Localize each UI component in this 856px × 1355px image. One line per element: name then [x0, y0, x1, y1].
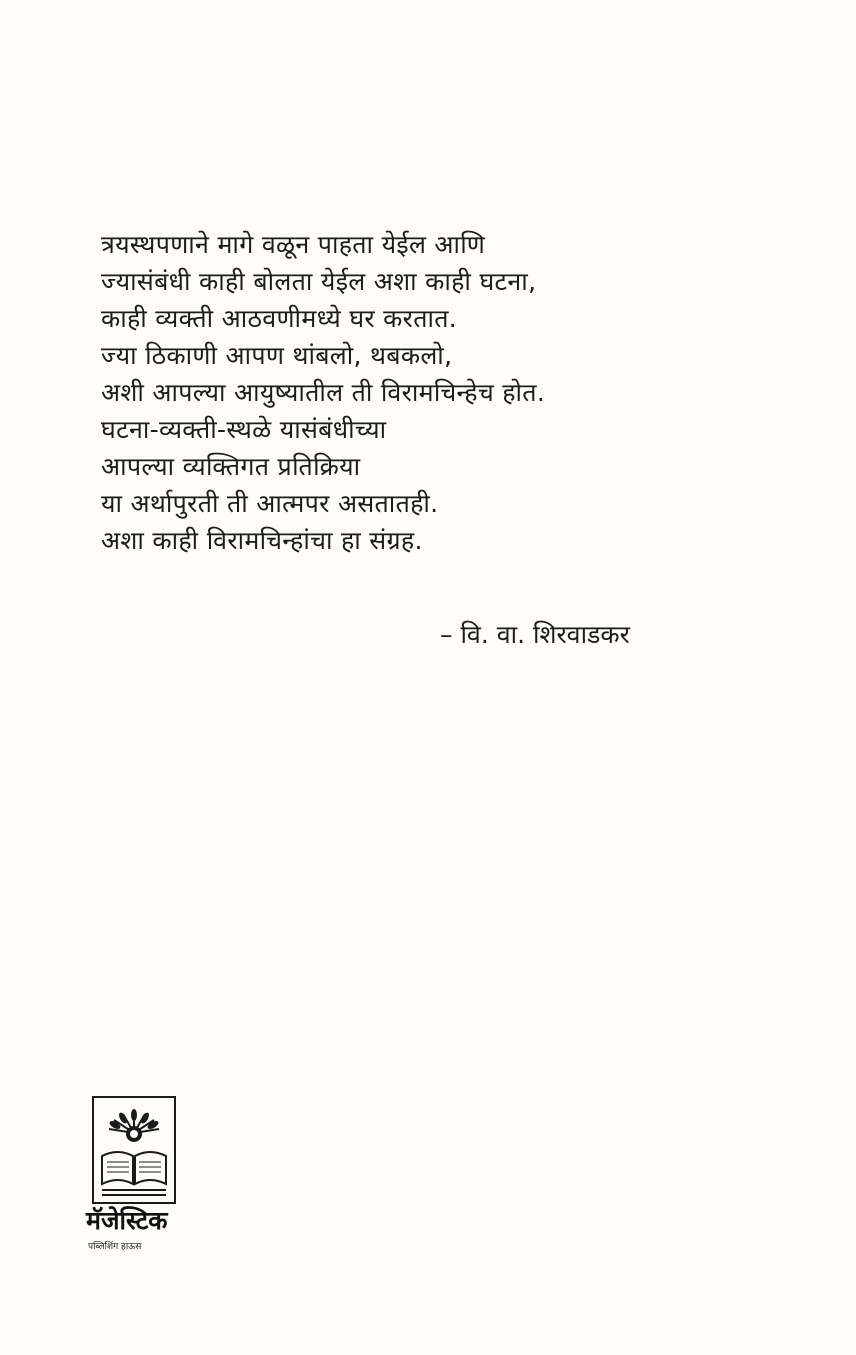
- poem-line: ज्यासंबंधी काही बोलता येईल अशा काही घटना,: [101, 267, 537, 296]
- publisher-logo: [86, 1096, 206, 1271]
- poem-line: अशा काही विरामचिन्हांचा हा संग्रह.: [101, 526, 423, 555]
- author-signature: – वि. वा. शिरवाडकर: [440, 620, 630, 649]
- poem-line: त्रयस्थपणाने मागे वळून पाहता येईल आणि: [101, 230, 486, 259]
- poem-text: [101, 226, 741, 559]
- publisher-subtitle: पब्लिशिंग हाऊस: [88, 1242, 142, 1252]
- poem-line: आपल्या व्यक्तिगत प्रतिक्रिया: [101, 452, 361, 481]
- poem-line: काही व्यक्ती आठवणीमध्ये घर करतात.: [101, 304, 458, 333]
- poem-line: घटना-व्यक्ती-स्थळे यासंबंधीच्या: [101, 415, 387, 444]
- publisher-name: मॅजेस्टिक: [86, 1206, 168, 1235]
- poem-line: या अर्थापुरती ती आत्मपर असतातही.: [101, 489, 439, 518]
- poem-line: ज्या ठिकाणी आपण थांबलो, थबकलो,: [101, 341, 453, 370]
- poem-line: अशी आपल्या आयुष्यातील ती विरामचिन्हेच होत.: [101, 378, 546, 407]
- book-sunflower-icon: [92, 1096, 176, 1204]
